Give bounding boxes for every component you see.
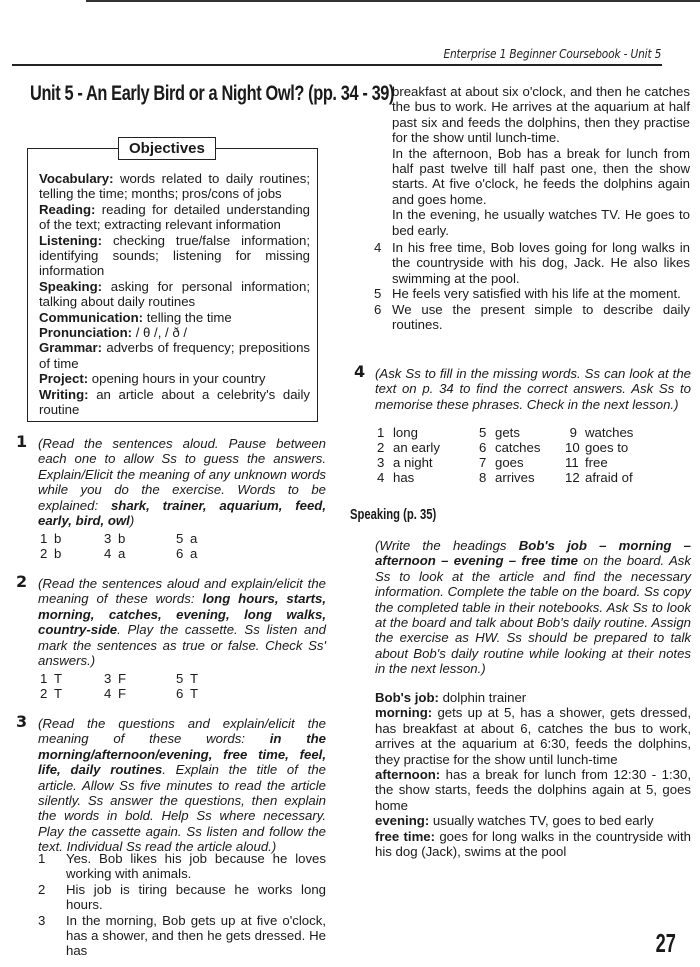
exercise-2-number: 2 <box>16 572 28 591</box>
speaking-table <box>375 690 691 859</box>
objective-speaking: Speaking: asking for personal information; talking about daily routines <box>39 278 310 310</box>
exercise-1-instructions: (Read the sentences aloud. Pause between each one to allow Ss to guess the answers. Explain/Elicit the meaning of any unknown words while you do the exercise. Words to be explained: shark, trainer, aquarium, feed, early, bird, owl) <box>38 436 326 529</box>
exercise-1-answers: 1 b 3 b 5 a 2 b 4 a 6 a <box>40 531 198 561</box>
page-number: 27 <box>655 928 676 958</box>
speaking-instructions: (Write the headings Bob's job – morning – afternoon – evening – free time on the board. Ask Ss to look at the article and find the necessary information. Complete the table on the board. Ss copy the completed table in their notebooks. Ask Ss to look at the board and talk about Bob's daily routine. Assign the exercise as HW. Ss should be prepared to talk about Bob's daily routine while looking at their notes in the next lesson.) <box>375 538 692 677</box>
exercise-3-answers-continued <box>374 240 690 332</box>
list-item: 5 He feels very satisfied with his life at the moment. <box>374 286 681 302</box>
exercise-3-number: 3 <box>16 712 28 731</box>
table-row: evening: usually watches TV, goes to bed early <box>375 813 654 829</box>
list-item: 3 In the morning, Bob gets up at five o'clock, has a shower, and then he gets dressed. He has <box>38 912 326 959</box>
objective-project: Project: opening hours in your country <box>39 371 266 387</box>
list-item: 4 In his free time, Bob loves going for long walks in the countryside with his dog, Jack. He also likes swimming at the pool. <box>374 240 690 286</box>
table-row: free time: goes for long walks in the countryside with his dog (Jack), swims at the pool <box>375 828 691 860</box>
unit-title: Unit 5 - An Early Bird or a Night Owl? (pp. 34 - 39) <box>30 82 395 105</box>
running-head: Enterprise 1 Beginner Coursebook - Unit 5 <box>443 46 661 61</box>
exercise-1-number: 1 <box>16 432 28 451</box>
speaking-heading: Speaking (p. 35) <box>350 506 437 523</box>
exercise-4-number: 4 <box>354 362 366 381</box>
objectives-content <box>39 171 310 418</box>
table-row: afternoon: has a break for lunch from 12:30 - 1:30, the show starts, feeds the dolphins again at 5, goes home <box>375 767 691 813</box>
objective-communication: Communication: telling the time <box>39 309 232 325</box>
objective-writing: Writing: an article about a celebrity's daily routine <box>39 386 310 418</box>
list-item: 6 We use the present simple to describe daily routines. <box>374 301 690 333</box>
exercise-3-instructions: (Read the questions and explain/elicit the meaning of these words: in the morning/afternoon/evening, free time, feel, life, daily routines. Explain the title of the article. Allow Ss five minutes to read the article silently. Ss answer the questions, then explain the words in bold. Help Ss where necessary. Play the cassette again. Ss listen and follow the text. Individual Ss read the article aloud.) <box>38 716 326 855</box>
header-rule <box>12 64 662 66</box>
exercise-4-instructions: (Ask Ss to fill in the missing words. Ss can look at the text on p. 34 to find the correct answers. Ask Ss to memorise these phrases. Check in the next lesson.) <box>375 366 691 412</box>
list-item: 1 Yes. Bob likes his job because he loves working with animals. <box>38 851 326 882</box>
top-rule <box>86 0 700 2</box>
objective-grammar: Grammar: adverbs of frequency; prepositions of time <box>39 340 310 371</box>
exercise-2-instructions: (Read the sentences aloud and explain/elicit the meaning of these words: long hours, starts, morning, catches, evening, long walks, country-side. Play the cassette. Ss listen and mark the sentences as true or false. Check Ss' answers.) <box>38 576 326 669</box>
objective-reading: Reading: reading for detailed understanding of the text; extracting relevant information <box>39 201 310 233</box>
objective-pronunciation: Pronunciation: / θ /, / ð / <box>39 325 188 341</box>
table-row: morning: gets up at 5, has a shower, gets dressed, has breakfast at about 6, catches the bus to work, arrives at the aquarium at 6:30, feeds the dolphins, they practise for the show until lunch-time <box>375 705 691 767</box>
objectives-label: Objectives <box>118 137 216 160</box>
exercise-2-answers: 1 T 3 F 5 T 2 T 4 F 6 T <box>40 671 199 701</box>
exercise-4-answers: 1 long 5 gets 9 watches 2 an early 6 catches 10 goes to 3 a night 7 goes 11 free 4 has 8 arrives 12 afraid of <box>377 425 634 485</box>
objective-vocabulary: Vocabulary: words related to daily routines; telling the time; months; pros/cons of jobs <box>39 171 310 202</box>
objective-listening: Listening: checking true/false information; identifying sounds; listening for missing information <box>39 232 310 279</box>
exercise-3-answers <box>38 851 326 959</box>
list-item: 2 His job is tiring because he works long hours. <box>38 881 326 913</box>
table-row: Bob's job: dolphin trainer <box>375 690 527 705</box>
exercise-3-answer-3-continuation: breakfast at about six o'clock, and then he catches the bus to work. He arrives at the aquarium at half past six and feeds the dolphins, then they practise for the show until lunch-time. In the afternoon, Bob has a break for lunch from half past twelve till half past one, then the show starts. At five o'clock, he feeds the dolphins again and goes home. In the evening, he usually watches TV. He goes to bed early. <box>392 84 690 238</box>
